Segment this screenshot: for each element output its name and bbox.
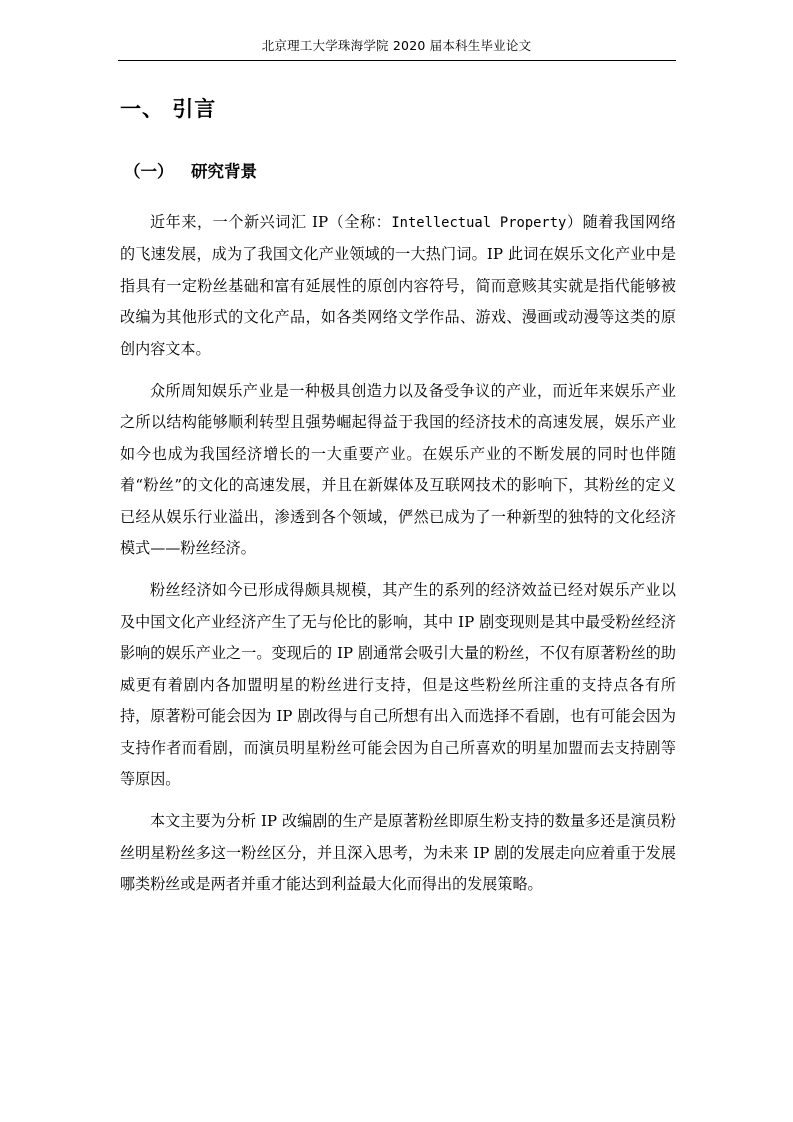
paragraph-1 [120,207,676,365]
paragraph-4: 本文主要为分析 IP 改编剧的生产是原著粉丝即原生粉支持的数量多还是演员粉丝明星粉丝多这一粉丝区分，并且深入思考，为未来 IP 剧的发展走向应着重于发展哪类粉丝或是两者并重才能达到利益最大化而得出的发展策略。 [120,812,676,894]
paragraph-3: 粉丝经济如今已形成得颇具规模，其产生的系列的经济效益已经对娱乐产业以及中国文化产业经济产生了无与伦比的影响，其中 IP 剧变现则是其中最受粉丝经济影响的娱乐产业之一。变现后的 IP 剧通常会吸引大量的粉丝，不仅有原著粉丝的助威更有着剧内各加盟明星的粉丝进行支持，但是这些粉丝所注重的支持点各有所持，原著粉可能会因为 IP 剧改得与自己所想有出入而选择不看剧，也有可能会因为支持作者而看剧，而演员明星粉丝可能会因为自己所喜欢的明星加盟而去支持剧等等原因。 [120,581,676,788]
paragraph-1-term: Intellectual Property [391,215,567,231]
chapter-heading: 一、 引言 [120,97,217,121]
body-text [120,207,676,912]
section-number: （一） [124,162,174,181]
paragraph-1-part-a: 近年来，一个新兴词汇 IP（全称： [150,213,392,231]
section-heading [124,158,257,186]
paragraph-2: 众所周知娱乐产业是一种极具创造力以及备受争议的产业，而近年来娱乐产业之所以结构能够顺利转型且强势崛起得益于我国的经济技术的高速发展，娱乐产业如今也成为我国经济增长的一大重要产业。在娱乐产业的不断发展的同时也伴随着“粉丝”的文化的高速发展，并且在新媒体及互联网技术的影响下，其粉丝的定义已经从娱乐行业溢出，渗透到各个领域，俨然已成为了一种新型的独特的文化经济模式——粉丝经济。 [120,382,676,558]
running-header: 北京理工大学珠海学院 2020 届本科生毕业论文 [261,38,532,53]
header-rule [118,60,676,61]
paragraph-1-part-b: ）随着我国网络的飞速发展，成为了我国文化产业领域的一大热门词。IP 此词在娱乐文化产业中是指具有一定粉丝基础和富有延展性的原创内容符号，简而意赅其实就是指代能够被改编为其他形式的文化产品，如各类网络文学作品、游戏、漫画或动漫等这类的原创内容文本。 [120,213,676,358]
section-title: 研究背景 [191,162,257,181]
